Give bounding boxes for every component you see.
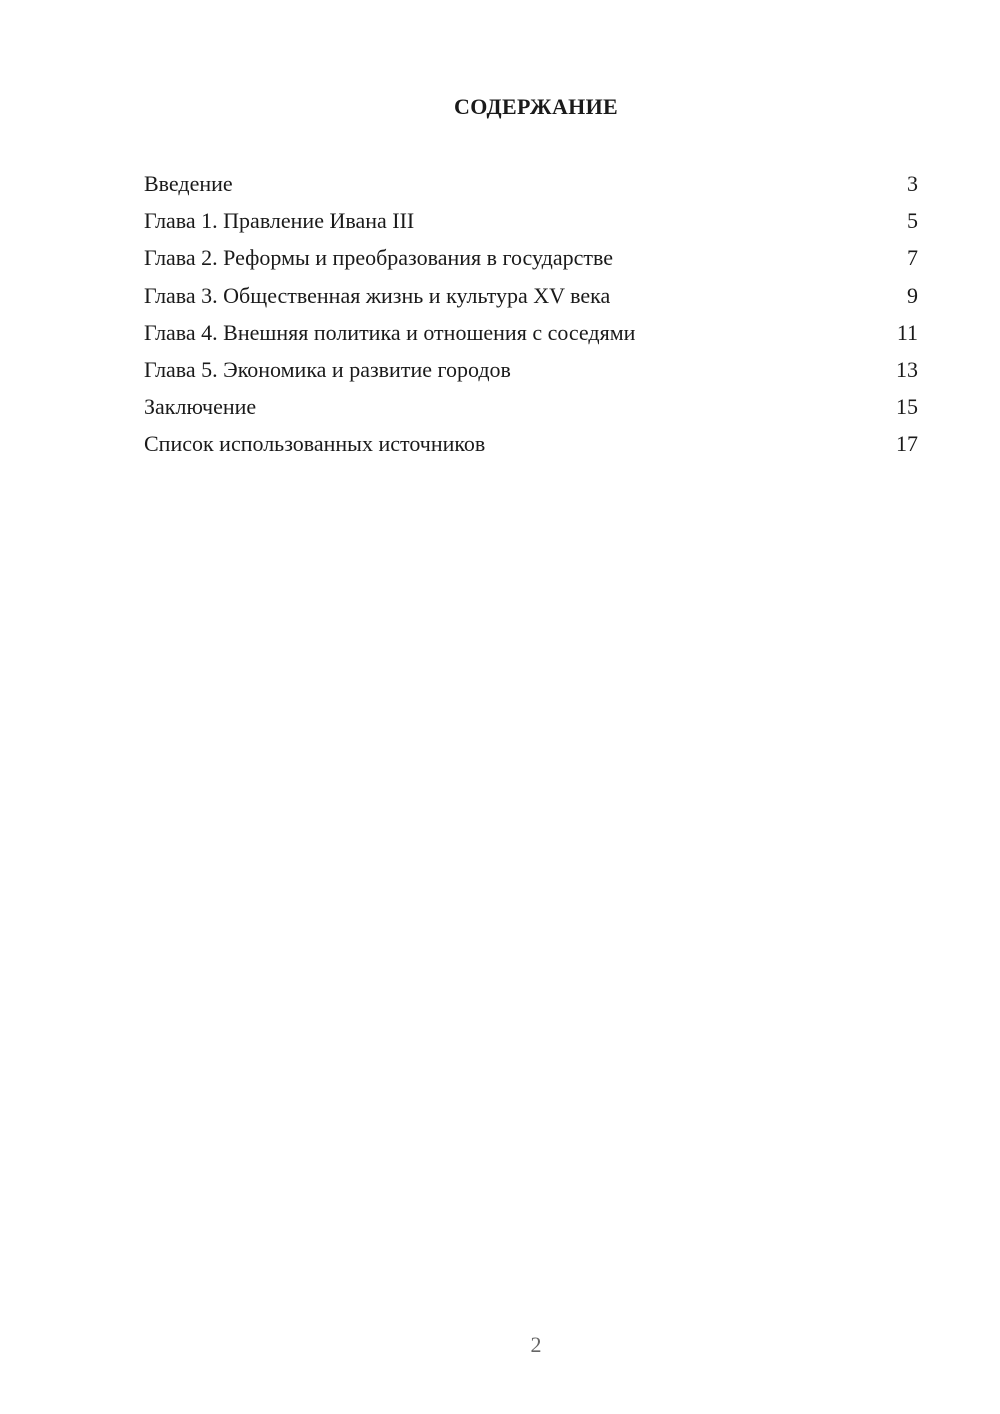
toc-entry-chapter-4 — [144, 318, 918, 355]
toc-entry-label: Глава 5. Экономика и развитие городов — [144, 356, 511, 382]
toc-entry-page-number: 7 — [907, 245, 918, 271]
toc-entry-page-number: 5 — [907, 208, 918, 234]
toc-entry-chapter-5 — [144, 355, 918, 392]
toc-entry-chapter-3 — [144, 281, 918, 318]
toc-entry-page-number: 15 — [896, 394, 918, 420]
toc-entry-page-number: 9 — [907, 282, 918, 308]
toc-entry-references — [144, 429, 918, 466]
toc-entry-chapter-2 — [144, 243, 918, 280]
toc-entry-label: Введение — [144, 171, 233, 196]
toc-entry-page-number: 3 — [907, 171, 918, 196]
toc-entry-label: Список использованных источников — [144, 431, 486, 457]
page-title: СОДЕРЖАНИЕ — [454, 94, 618, 119]
toc-entry-page-number: 17 — [896, 431, 918, 457]
toc-entry-conclusion — [144, 392, 918, 429]
toc-entry-label: Глава 3. Общественная жизнь и культура XV века — [144, 282, 611, 308]
toc-entry-chapter-1 — [144, 206, 918, 243]
toc-entry-label: Глава 1. Правление Ивана III — [144, 208, 415, 234]
toc-entry-label: Глава 2. Реформы и преобразования в государстве — [144, 245, 613, 271]
toc-entry-introduction — [144, 169, 918, 206]
toc-entry-page-number: 11 — [896, 319, 918, 345]
toc-entry-page-number: 13 — [896, 356, 918, 382]
toc-entry-label: Заключение — [144, 394, 257, 420]
page-number: 2 — [530, 1332, 542, 1357]
toc-entry-label: Глава 4. Внешняя политика и отношения с соседями — [144, 319, 636, 345]
table-of-contents — [144, 169, 918, 467]
